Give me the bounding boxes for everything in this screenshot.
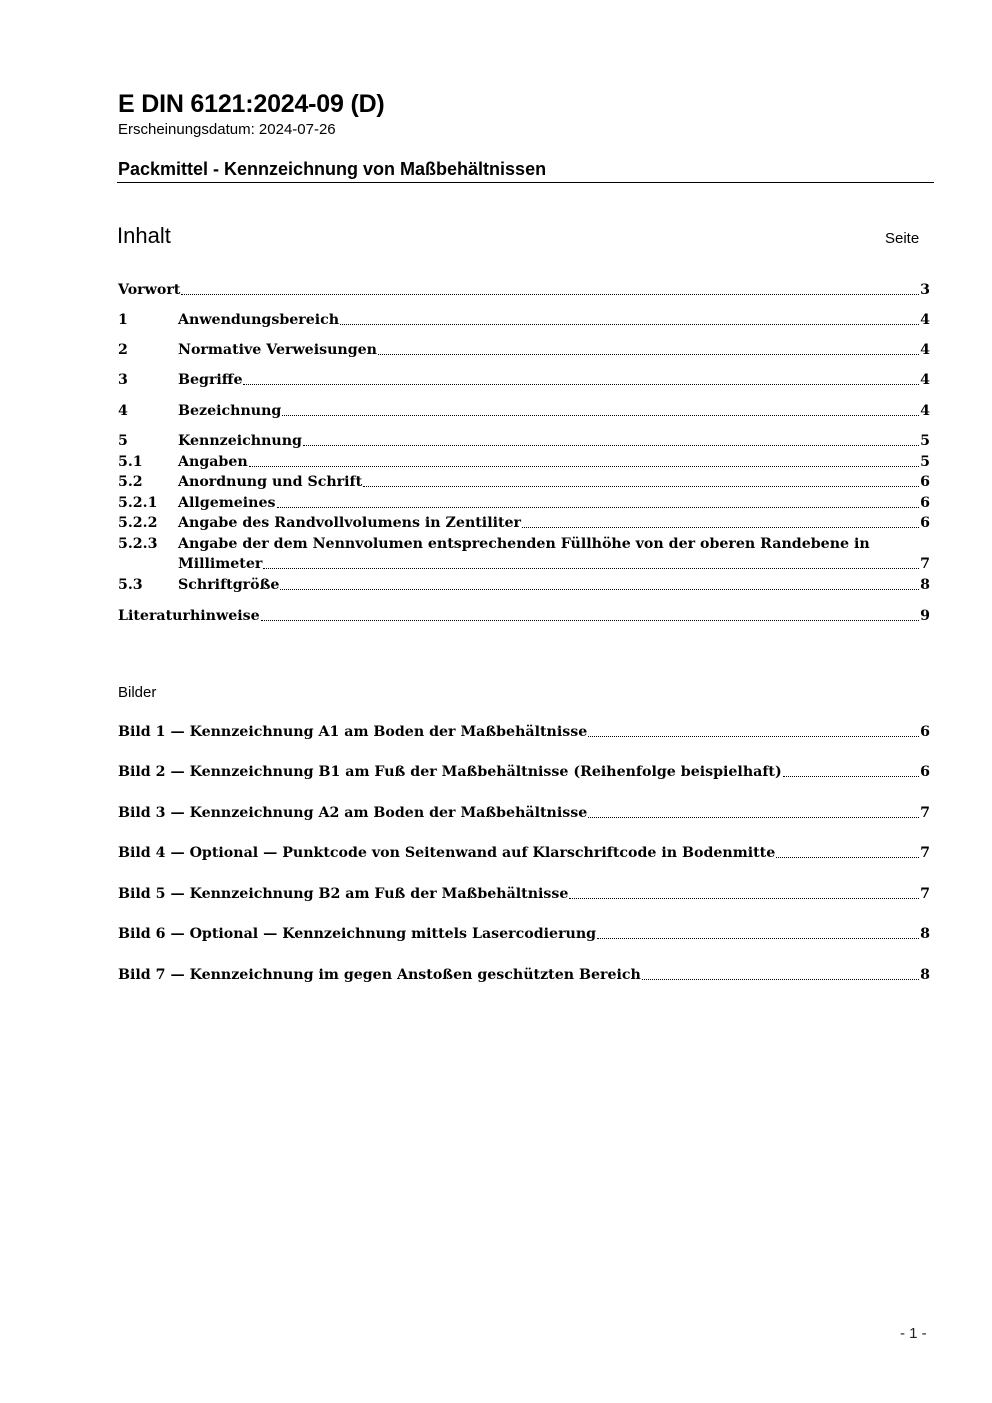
toc-entry-5[interactable] — [118, 431, 930, 451]
figure-entry-text: Bild 3 — Kennzeichnung A2 am Boden der Maßbehältnisse — [118, 805, 588, 821]
figure-entry-text: Bild 7 — Kennzeichnung im gegen Anstoßen geschützten Bereich — [118, 967, 641, 983]
figure-entry-text: Bild 5 — Kennzeichnung B2 am Fuß der Maßbehältnisse — [118, 886, 569, 902]
toc-leader — [522, 526, 919, 528]
toc-entry-text: Kennzeichnung — [178, 433, 302, 449]
toc-leader — [776, 856, 919, 858]
toc-entry-5-2-3-continued[interactable] — [178, 554, 930, 574]
toc-leader — [588, 816, 919, 818]
toc-entry-3[interactable] — [118, 370, 930, 390]
toc-entry-page: 4 — [920, 372, 930, 388]
toc-entry-1[interactable] — [118, 310, 930, 330]
toc-entry-text: Anordnung und Schrift — [178, 474, 363, 490]
toc-leader — [569, 897, 919, 899]
figure-entry-3[interactable] — [118, 803, 930, 823]
toc-leader — [303, 444, 919, 446]
page-column-label: Seite — [885, 230, 920, 247]
toc-leader — [642, 978, 919, 980]
toc-entry-text: Schriftgröße — [178, 577, 280, 593]
figure-entry-text: Bild 4 — Optional — Punktcode von Seitenwand auf Klarschriftcode in Bodenmitte — [118, 845, 776, 861]
toc-leader — [261, 619, 920, 621]
toc-entry-page: 9 — [920, 608, 930, 624]
document-title: Packmittel - Kennzeichnung von Maßbehältnissen — [118, 159, 547, 179]
toc-leader — [243, 383, 919, 385]
toc-entry-page: 8 — [920, 577, 930, 593]
toc-entry-page: 4 — [920, 403, 930, 419]
figures-heading: Bilder — [118, 684, 157, 701]
page-number: - 1 - — [900, 1325, 927, 1342]
toc-entry-number: 5.2.2 — [118, 515, 158, 531]
figure-entry-page: 7 — [920, 845, 930, 861]
toc-entry-text: Literaturhinweise — [118, 608, 260, 624]
toc-entry-text: Allgemeines — [178, 495, 276, 511]
toc-entry-number: 3 — [118, 372, 128, 388]
toc-entry-page: 4 — [920, 342, 930, 358]
toc-entry-page: 7 — [920, 556, 930, 572]
toc-entry-number: 5.1 — [118, 454, 143, 470]
toc-entry-text: Bezeichnung — [178, 403, 282, 419]
toc-entry-page: 4 — [920, 312, 930, 328]
toc-entry-number: 5 — [118, 433, 128, 449]
publication-date: Erscheinungsdatum: 2024-07-26 — [118, 121, 336, 138]
toc-entry-page: 5 — [920, 433, 930, 449]
toc-entry-text: Begriffe — [178, 372, 243, 388]
toc-entry-5-2-3[interactable] — [118, 534, 930, 554]
toc-entry-text: Angaben — [178, 454, 248, 470]
toc-leader — [783, 775, 919, 777]
toc-entry-text-continued: Millimeter — [178, 556, 263, 572]
toc-leader — [282, 414, 919, 416]
figure-entry-page: 6 — [920, 724, 930, 740]
figure-entry-5[interactable] — [118, 884, 930, 904]
toc-entry-2[interactable] — [118, 340, 930, 360]
title-underline — [117, 182, 934, 183]
toc-entry-4[interactable] — [118, 401, 930, 421]
toc-leader — [181, 293, 919, 295]
toc-entry-text: Angabe des Randvollvolumens in Zentiliter — [178, 515, 522, 531]
toc-entry-5-2-1[interactable] — [118, 493, 930, 513]
toc-entry-5-2-2[interactable] — [118, 513, 930, 533]
toc-entry-page: 6 — [920, 515, 930, 531]
toc-entry-page: 3 — [920, 282, 930, 298]
toc-entry-number: 5.2.3 — [118, 536, 158, 552]
toc-entry-text: Angabe der dem Nennvolumen entsprechenden Füllhöhe von der oberen Randebene in — [178, 536, 870, 552]
toc-entry-number: 5.2 — [118, 474, 143, 490]
figure-entry-page: 8 — [920, 967, 930, 983]
toc-leader — [263, 567, 919, 569]
toc-entry-vorwort[interactable] — [118, 280, 930, 300]
figure-entry-4[interactable] — [118, 843, 930, 863]
contents-heading: Inhalt — [117, 223, 171, 248]
toc-entry-5-3[interactable] — [118, 575, 930, 595]
toc-leader — [588, 735, 919, 737]
toc-leader — [277, 506, 920, 508]
toc-leader — [597, 937, 919, 939]
toc-entry-literaturhinweise[interactable] — [118, 606, 930, 626]
toc-entry-number: 4 — [118, 403, 128, 419]
toc-leader — [280, 588, 919, 590]
figure-entry-page: 7 — [920, 886, 930, 902]
toc-leader — [363, 485, 919, 487]
figure-entry-text: Bild 1 — Kennzeichnung A1 am Boden der Maßbehältnisse — [118, 724, 588, 740]
toc-entry-page: 6 — [920, 474, 930, 490]
figure-entry-page: 8 — [920, 926, 930, 942]
document-id: E DIN 6121:2024-09 (D) — [118, 90, 385, 118]
figure-entry-6[interactable] — [118, 924, 930, 944]
toc-entry-text: Anwendungsbereich — [178, 312, 340, 328]
toc-entry-text: Normative Verweisungen — [178, 342, 377, 358]
figure-entry-text: Bild 6 — Optional — Kennzeichnung mittels Lasercodierung — [118, 926, 597, 942]
toc-entry-text: Vorwort — [118, 282, 181, 298]
figure-entry-text: Bild 2 — Kennzeichnung B1 am Fuß der Maßbehältnisse (Reihenfolge beispielhaft) — [118, 764, 782, 780]
toc-leader — [249, 465, 919, 467]
toc-entry-number: 5.2.1 — [118, 495, 158, 511]
toc-entry-number: 2 — [118, 342, 128, 358]
figure-entry-page: 6 — [920, 764, 930, 780]
toc-entry-page: 5 — [920, 454, 930, 470]
toc-leader — [378, 353, 919, 355]
figure-entry-7[interactable] — [118, 965, 930, 985]
toc-entry-5-2[interactable] — [118, 472, 930, 492]
toc-entry-number: 1 — [118, 312, 128, 328]
toc-entry-number: 5.3 — [118, 577, 143, 593]
figure-entry-1[interactable] — [118, 722, 930, 742]
toc-entry-page: 6 — [920, 495, 930, 511]
figure-entry-page: 7 — [920, 805, 930, 821]
toc-leader — [340, 323, 919, 325]
toc-entry-5-1[interactable] — [118, 452, 930, 472]
figure-entry-2[interactable] — [118, 762, 930, 782]
